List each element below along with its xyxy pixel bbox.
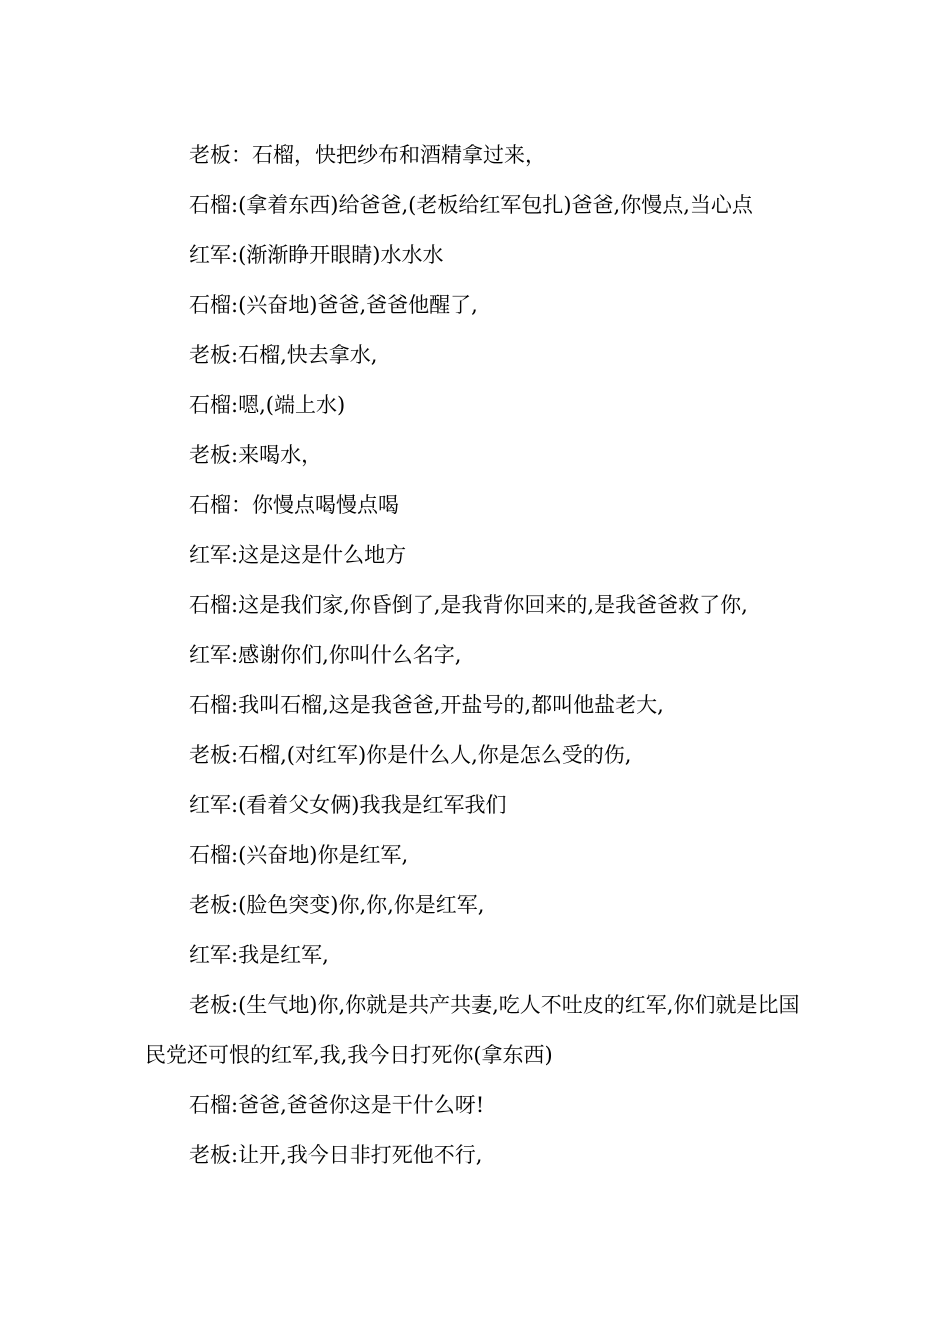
dialogue-line: 红军:(渐渐睁开眼睛)水水水 — [189, 243, 444, 267]
dialogue-line: 石榴:我叫石榴,这是我爸爸,开盐号的,都叫他盐老大, — [189, 693, 664, 717]
dialogue-line: 红军:我是红军, — [189, 943, 329, 967]
dialogue-line: 老板:让开,我今日非打死他不行, — [189, 1143, 483, 1167]
dialogue-line: 石榴：你慢点喝慢点喝 — [189, 493, 399, 517]
dialogue-line: 石榴:嗯,(端上水) — [189, 393, 346, 417]
dialogue-line: 老板：石榴，快把纱布和酒精拿过来， — [189, 143, 546, 167]
dialogue-line: 老板:来喝水， — [189, 443, 323, 467]
dialogue-line: 石榴:这是我们家,你昏倒了,是我背你回来的,是我爸爸救了你, — [189, 593, 748, 617]
dialogue-line: 老板:(生气地)你,你就是共产共妻,吃人不吐皮的红军,你们就是比国民党还可恨的红军,我,我今日打死你(拿东西) — [145, 993, 800, 1067]
dialogue-line: 红军:感谢你们,你叫什么名字, — [189, 643, 462, 667]
dialogue-line: 石榴:(兴奋地)你是红军, — [189, 843, 409, 867]
dialogue-line: 老板:(脸色突变)你,你,你是红军, — [189, 893, 485, 917]
dialogue-line: 老板:石榴,快去拿水, — [189, 343, 378, 367]
dialogue-line: 老板:石榴,(对红军)你是什么人,你是怎么受的伤, — [189, 743, 632, 767]
dialogue-line: 石榴:(兴奋地)爸爸,爸爸他醒了, — [189, 293, 478, 317]
dialogue-line: 红军:这是这是什么地方 — [189, 543, 407, 567]
dialogue-line: 红军:(看着父女俩)我我是红军我们 — [189, 793, 507, 817]
document-body — [145, 130, 810, 1180]
dialogue-line: 石榴:爸爸,爸爸你这是干什么呀! — [189, 1093, 485, 1117]
dialogue-line: 石榴:(拿着东西)给爸爸,(老板给红军包扎)爸爸,你慢点,当心点 — [189, 193, 753, 217]
